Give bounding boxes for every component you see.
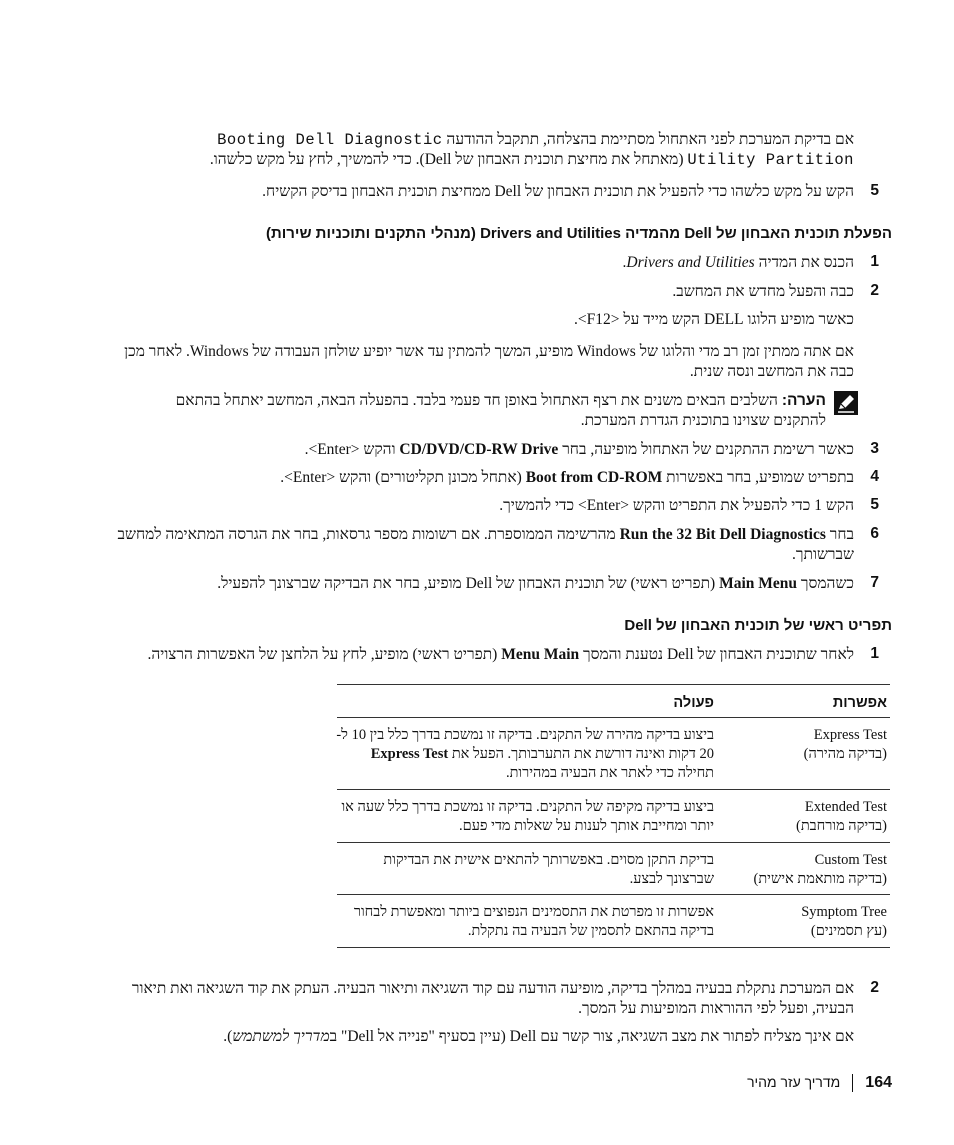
table-header-action: פעולה [673, 695, 714, 711]
note-label: הערה: [781, 392, 826, 409]
step-text: הקש 1 כדי להפעיל את התפריט והקש <Enter> כדי להמשיך. [499, 497, 854, 514]
step-number: 7 [870, 574, 879, 591]
table-cell-action: בדיקת התקן מסוים. באפשרותך להתאים אישית את הבדיקות שברצונך לבצע. [383, 852, 714, 887]
table-header-option: אפשרות [832, 695, 887, 711]
step-number: 5 [870, 182, 879, 199]
step-number: 5 [870, 496, 879, 513]
page-footer [492, 1074, 892, 1092]
paragraph: אם אינך מצליח לפתור את מצב השגיאה, צור קשר עם Dell (עיין בסעיף "פנייה אל Dell" במדריך למשתמש). [223, 1028, 854, 1045]
table-cell-option: Express Test (בדיקה מהירה) [803, 727, 887, 762]
table-rule [337, 789, 890, 790]
step-number: 3 [870, 440, 879, 457]
step-number: 4 [870, 468, 879, 485]
intro-code-2: Utility Partition [687, 151, 854, 169]
note-text: השלבים הבאים משנים את רצף האתחול באופן חד פעמי בלבד. בהפעלה הבאה, המחשב יאתחל בהתאם להתקנים שצוינו בתוכנית הגדרת המערכת. [175, 392, 826, 429]
intro-line-1 [114, 130, 854, 150]
paragraph: אם אתה ממתין זמן רב מדי והלוגו של Windows מופיע, המשך להמתין עד אשר יופיע שולחן העבודה של Windows. לאחר מכן כבה את המחשב ונסה שנית. [124, 343, 854, 380]
table-cell-option: Custom Test (בדיקה מותאמת אישית) [753, 852, 887, 887]
intro-text: אם בדיקת המערכת לפני האתחול מסתיימת בהצלחה, תתקבל ההודעה [446, 131, 854, 148]
step-number: 6 [870, 525, 879, 542]
step-text: כבה והפעל מחדש את המחשב. [672, 283, 854, 300]
section-heading: תפריט ראשי של תוכנית האבחון של Dell [624, 617, 892, 634]
table-rule [337, 717, 890, 718]
step-text: כשהמסך Main Menu (תפריט ראשי) של תוכנית האבחון של Dell מופיע, בחר את הבדיקה שברצונך להפעיל. [217, 575, 854, 592]
intro-line-2 [114, 150, 854, 170]
step-text: כאשר רשימת ההתקנים של האתחול מופיעה, בחר CD/DVD/CD-RW Drive והקש <Enter>. [304, 441, 854, 458]
footer-divider [852, 1074, 853, 1092]
table-cell-action: אפשרות זו מפרטת את התסמינים הנפוצים ביותר ומאפשרת לבחור בדיקה בהתאם לתסמין של הבעיה בה נתקלת. [353, 904, 714, 939]
note [136, 391, 826, 431]
note-pencil-icon [834, 391, 858, 415]
step-number: 1 [870, 645, 879, 662]
table-rule [337, 947, 890, 948]
table-cell-option: Extended Test (בדיקה מורחבת) [796, 799, 887, 834]
note-pencil-icon [834, 391, 858, 415]
step-text: בתפריט שמופיע, בחר באפשרות Boot from CD-ROM (אתחל מכונן תקליטורים) והקש <Enter>. [280, 469, 854, 486]
table-cell-action: ביצוע בדיקה מהירה של התקנים. בדיקה זו נמשכת בדרך כלל בין 10 ל- 20 דקות ואינה דורשת את התערבותך. הפעל את Express Test תחילה כדי לאתר את הבעיה במהירות. [336, 727, 714, 781]
table-cell-action: ביצוע בדיקה מקיפה של התקנים. בדיקה זו נמשכת בדרך כלל שעה או יותר ומחייבת אותך לענות על שאלות מדי פעם. [341, 799, 714, 834]
step-number: 2 [870, 282, 879, 299]
step-text: הקש על מקש כלשהו כדי להפעיל את תוכנית האבחון של Dell ממחיצת תוכנית האבחון בדיסק הקשיח. [262, 183, 854, 200]
section-heading: הפעלת תוכנית האבחון של Dell מהמדיה Drivers and Utilities (מנהלי התקנים ותוכניות שירות) [265, 225, 892, 242]
step-text: כאשר מופיע הלוגו DELL הקש מייד על <F12>. [573, 311, 854, 328]
step-text: לאחר שתוכנית האבחון של Dell נטענת והמסך Menu Main (תפריט ראשי) מופיע, לחץ על הלחצן של האפשרות הרצויה. [147, 646, 854, 663]
intro-code: Booting Dell Diagnostic [217, 131, 443, 149]
table-rule [337, 894, 890, 895]
page-number: 164 [865, 1074, 892, 1091]
step-text: בחר Run the 32 Bit Dell Diagnostics מהרשימה הממוספרת. אם רשומות מספר גרסאות, בחר את הגרסה המתאימה למחשב שברשותך. [117, 526, 854, 563]
table-rule [337, 842, 890, 843]
table-cell-option: Symptom Tree (עץ תסמינים) [801, 904, 887, 939]
intro-text-2: (מאתחל את מחיצת תוכנית האבחון של Dell). כדי להמשיך, לחץ על מקש כלשהו. [209, 151, 684, 168]
step-text: אם המערכת נתקלת בבעיה במהלך בדיקה, מופיעה הודעה עם קוד השגיאה ותיאור הבעיה. העתק את קוד השגיאה ואת תיאור הבעיה, ופעל לפי ההוראות המופיעות על המסך. [131, 980, 854, 1017]
table-rule [337, 684, 890, 685]
step-text: הכנס את המדיה Drivers and Utilities. [622, 254, 854, 271]
footer-title: מדריך עזר מהיר [747, 1074, 841, 1090]
step-number: 1 [870, 253, 879, 270]
step-number: 2 [870, 979, 879, 996]
